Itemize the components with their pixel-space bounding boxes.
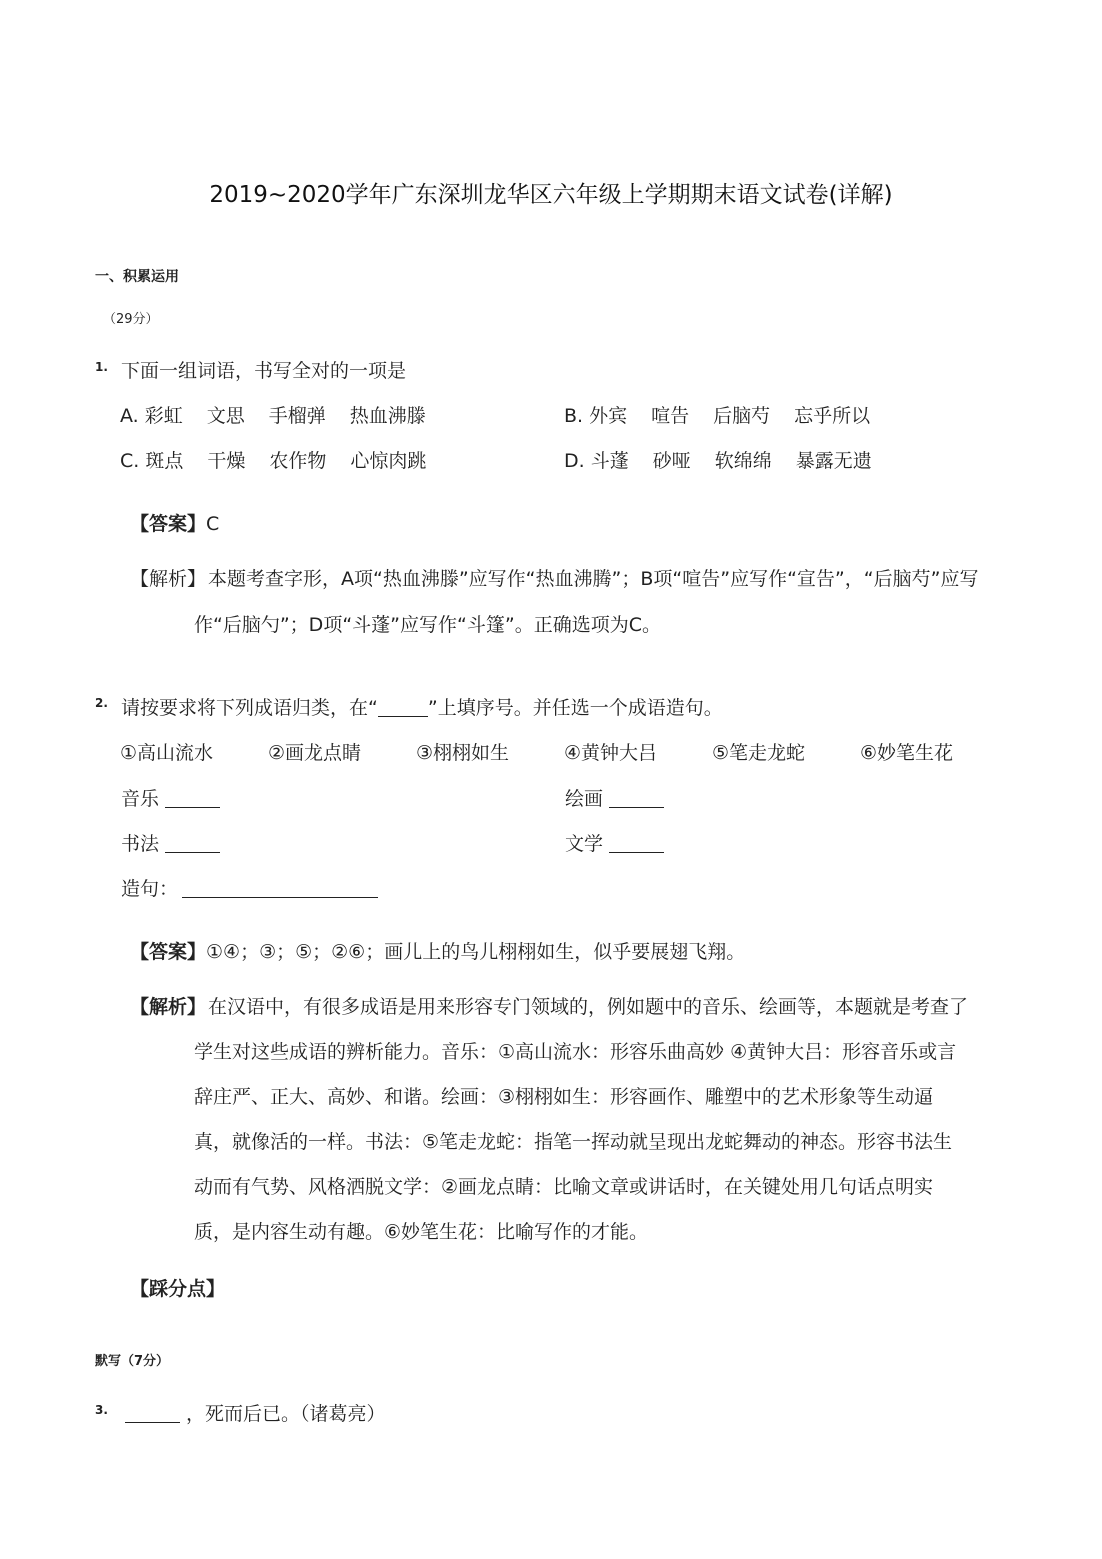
category-label: 书法	[121, 833, 160, 855]
analysis-line: 质，是内容生动有趣。⑥妙笔生花：比喻写作的才能。	[194, 1221, 649, 1243]
fill-blank	[165, 832, 220, 853]
option-word: 喧告	[651, 405, 690, 427]
fill-blank	[609, 787, 664, 808]
answer	[130, 938, 745, 966]
analysis-line: 辞庄严、正大、高妙、和谐。绘画：③栩栩如生：形容画作、雕塑中的艺术形象等生动逼	[194, 1086, 934, 1108]
sentence-prompt	[121, 875, 378, 903]
answer-label: 【答案】	[130, 941, 207, 963]
analysis-line: 在汉语中，有很多成语是用来形容专门领域的，例如题中的音乐、绘画等，本题就是考查了	[208, 996, 969, 1018]
analysis-line: 本题考查字形，A项“热血沸滕”应写作“热血沸腾”；B项“喧告”应写作“宣告”，“后脑芍”应写	[208, 568, 979, 590]
idiom-item: ⑥妙笔生花	[860, 742, 954, 764]
option-word: 农作物	[269, 450, 327, 472]
category-music	[121, 785, 220, 813]
option-a	[120, 402, 450, 430]
analysis-line: 学生对这些成语的辨析能力。音乐：①高山流水：形容乐曲高妙 ④黄钟大吕：形容音乐或言	[194, 1041, 957, 1063]
scoring-points-label: 【踩分点】	[130, 1278, 226, 1300]
analysis-label: 【解析】	[130, 568, 207, 590]
section-heading: 默写（7分）	[95, 1354, 170, 1369]
stem-part: ”上填序号。并任选一个成语造句。	[427, 697, 723, 719]
category-calligraphy	[121, 830, 220, 858]
category-label: 音乐	[121, 788, 160, 810]
option-word: 文思	[206, 405, 245, 427]
idiom-item: ④黄钟大吕	[564, 742, 658, 764]
question-stem: 下面一组词语，书写全对的一项是	[121, 360, 407, 382]
option-word: 暴露无遗	[795, 450, 872, 472]
fill-blank	[165, 787, 220, 808]
category-literature	[565, 830, 664, 858]
answer-value: ①④；③；⑤；②⑥；画儿上的鸟儿栩栩如生，似乎要展翅飞翔。	[206, 941, 746, 963]
analysis-line: 真，就像活的一样。书法：⑤笔走龙蛇：指笔一挥动就呈现出龙蛇舞动的神态。形容书法生	[194, 1131, 953, 1153]
option-word: 斑点	[145, 450, 184, 472]
option-letter: D.	[564, 450, 585, 472]
category-label: 文学	[565, 833, 604, 855]
analysis-label: 【解析】	[130, 996, 207, 1018]
option-word: 后脑芍	[713, 405, 771, 427]
option-word: 软绵绵	[714, 450, 772, 472]
option-d	[564, 447, 896, 475]
option-word: 热血沸滕	[349, 405, 426, 427]
section-score: （29分）	[103, 312, 159, 327]
option-word: 外宾	[589, 405, 628, 427]
question-stem	[121, 694, 723, 722]
option-word: 干燥	[207, 450, 246, 472]
category-label: 绘画	[565, 788, 604, 810]
option-word: 手榴弹	[268, 405, 326, 427]
option-c	[120, 447, 450, 475]
category-painting	[565, 785, 664, 813]
question-text: ，死而后已。（诸葛亮）	[186, 1403, 386, 1425]
analysis-line: 作“后脑勺”；D项“斗蓬”应写作“斗篷”。正确选项为C。	[194, 614, 661, 636]
question-stem	[125, 1400, 386, 1428]
idiom-item: ③栩栩如生	[416, 742, 510, 764]
question-number: 2.	[95, 696, 108, 710]
option-word: 心惊肉跳	[350, 450, 427, 472]
idiom-item: ⑤笔走龙蛇	[712, 742, 806, 764]
analysis-line: 动而有气势、风格洒脱文学：②画龙点睛：比喻文章或讲话时，在关键处用几句话点明实	[194, 1176, 934, 1198]
option-word: 彩虹	[144, 405, 183, 427]
option-b	[564, 402, 894, 430]
fill-blank	[182, 877, 378, 898]
stem-part: 请按要求将下列成语归类，在“	[121, 697, 378, 719]
option-letter: C.	[120, 450, 140, 472]
section-heading: 一、积累运用	[95, 269, 179, 285]
question-number: 3.	[95, 1403, 108, 1417]
idiom-item: ①高山流水	[120, 742, 214, 764]
answer-label: 【答案】	[130, 513, 207, 535]
option-word: 斗蓬	[590, 450, 629, 472]
answer-value: C	[206, 513, 220, 535]
fill-blank	[609, 832, 664, 853]
fill-blank	[378, 696, 428, 717]
option-letter: B.	[564, 405, 584, 427]
answer	[130, 510, 219, 538]
option-word: 砂哑	[652, 450, 691, 472]
page-title: 2019~2020学年广东深圳龙华区六年级上学期期末语文试卷(详解)	[209, 182, 893, 208]
sentence-label: 造句：	[121, 878, 179, 900]
fill-blank	[125, 1402, 180, 1423]
option-word: 忘乎所以	[794, 405, 871, 427]
idiom-item: ②画龙点睛	[268, 742, 362, 764]
question-number: 1.	[95, 360, 108, 374]
option-letter: A.	[120, 405, 139, 427]
